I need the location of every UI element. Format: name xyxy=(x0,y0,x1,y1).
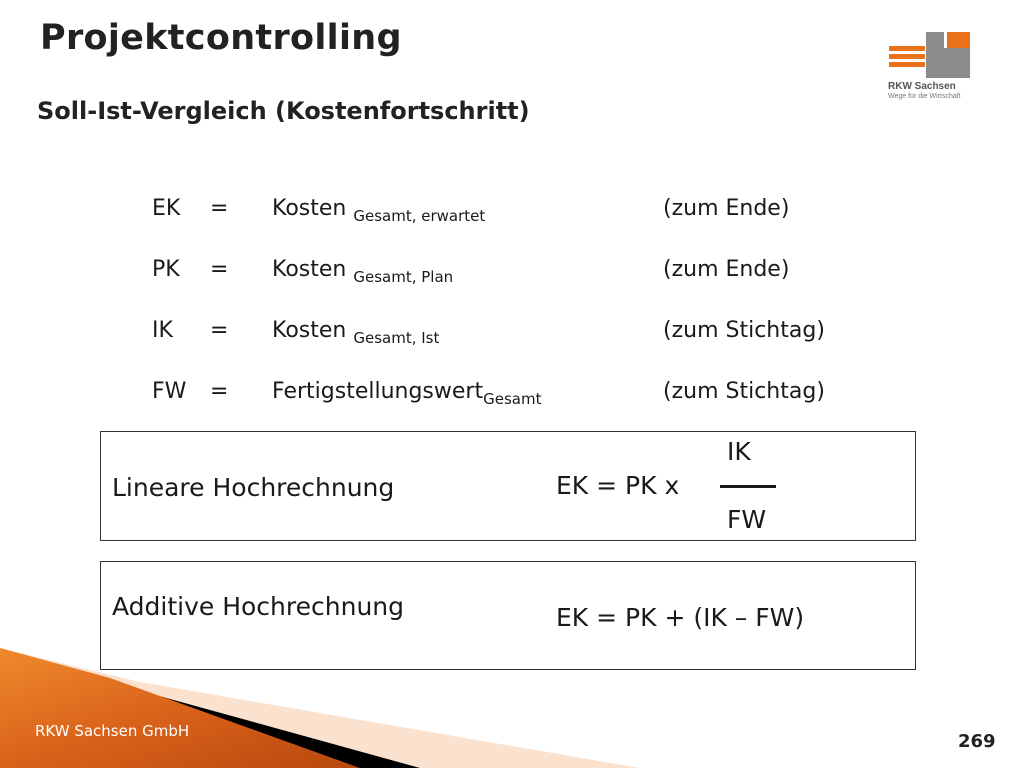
definition-equals: = xyxy=(210,257,229,282)
linear-denominator: FW xyxy=(727,505,767,534)
definition-equals: = xyxy=(210,196,229,221)
footer-company: RKW Sachsen GmbH xyxy=(35,722,190,740)
page-subtitle: Soll-Ist-Vergleich (Kostenfortschritt) xyxy=(37,97,530,125)
definition-term: Kosten $_{Gesamt, Ist}$ xyxy=(272,318,440,347)
footer-decoration xyxy=(0,630,640,768)
fraction-line xyxy=(720,485,776,488)
definition-equals: = xyxy=(210,318,229,343)
definition-symbol: PK xyxy=(152,257,180,282)
logo-name: RKW Sachsen xyxy=(888,81,956,92)
definition-term: Fertigstellungswert$_{Gesamt}$ xyxy=(272,379,542,408)
definition-symbol: EK xyxy=(152,196,181,221)
definition-equals: = xyxy=(210,379,229,404)
page-title: Projektcontrolling xyxy=(40,18,402,58)
page-number: 269 xyxy=(958,731,996,752)
definition-term: Kosten $_{Gesamt, Plan}$ xyxy=(272,257,454,286)
definition-term: Kosten $_{Gesamt, erwartet}$ xyxy=(272,196,486,225)
definition-symbol: IK xyxy=(152,318,173,343)
linear-formula: EK = PK x xyxy=(556,471,680,500)
logo-tagline: Wege für die Wirtschaft xyxy=(888,93,961,100)
linear-numerator: IK xyxy=(727,437,751,466)
definition-symbol: FW xyxy=(152,379,187,404)
definition-when: (zum Stichtag) xyxy=(663,318,825,343)
linear-projection-label: Lineare Hochrechnung xyxy=(112,473,395,502)
definition-when: (zum Ende) xyxy=(663,196,790,221)
additive-formula: EK = PK + (IK – FW) xyxy=(556,603,805,632)
additive-projection-label: Additive Hochrechnung xyxy=(112,592,405,621)
definition-when: (zum Ende) xyxy=(663,257,790,282)
definition-when: (zum Stichtag) xyxy=(663,379,825,404)
